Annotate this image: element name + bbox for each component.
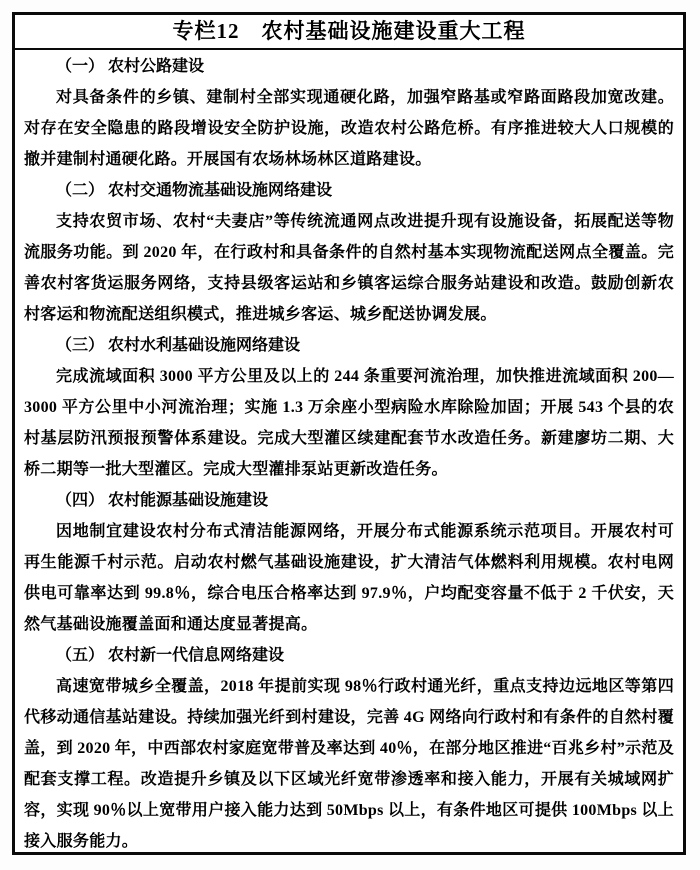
section-body: 完成流域面积 3000 平方公里及以上的 244 条重要河流治理，加快推进流域面积 200—3000 平方公里中小河流治理；实施 1.3 万余座小型病险水库除险加固；开展 543 个县的农村基层防汛预报预警体系建设。完成大型灌区续建配套节水改造任务。新建廖坊二期、大桥二期等一批大型灌区。完成大型灌排泵站更新改造任务。 bbox=[24, 368, 674, 478]
section-water-conservancy bbox=[24, 330, 674, 485]
section-body: 支持农贸市场、农村“夫妻店”等传统流通网点改进提升现有设施设备，拓展配送等物流服务功能。到 2020 年，在行政村和具备条件的自然村基本实现物流配送网点全覆盖。完善农村客货运服务网络，支持县级客运站和乡镇客运综合服务站建设和改造。鼓励创新农村客运和物流配送组织模式，推进城乡客运、城乡配送协调发展。 bbox=[24, 213, 674, 323]
column-box bbox=[12, 12, 686, 855]
section-energy bbox=[24, 485, 674, 640]
section-information-network bbox=[24, 640, 674, 855]
section-heading: （二） 农村交通物流基础设施网络建设 bbox=[56, 182, 333, 199]
section-heading: （五） 农村新一代信息网络建设 bbox=[56, 647, 285, 664]
column-title: 专栏12 农村基础设施建设重大工程 bbox=[15, 15, 683, 50]
section-body: 因地制宜建设农村分布式清洁能源网络，开展分布式能源系统示范项目。开展农村可再生能源千村示范。启动农村燃气基础设施建设，扩大清洁气体燃料利用规模。农村电网供电可靠率达到 99.8％，综合电压合格率达到 97.9％，户均配变容量不低于 2 千伏安，天然气基础设施覆盖面和通达度显著提高。 bbox=[24, 523, 674, 633]
section-heading: （一） 农村公路建设 bbox=[56, 58, 205, 75]
section-body: 对具备条件的乡镇、建制村全部实现通硬化路，加强窄路基或窄路面路段加宽改建。对存在安全隐患的路段增设安全防护设施，改造农村公路危桥。有序推进较大人口规模的撤并建制村通硬化路。开展国有农场林场林区道路建设。 bbox=[24, 89, 674, 168]
section-body: 高速宽带城乡全覆盖，2018 年提前实现 98％行政村通光纤，重点支持边远地区等第四代移动通信基站建设。持续加强光纤到村建设，完善 4G 网络向行政村和有条件的自然村覆盖，到 2020 年，中西部农村家庭宽带普及率达到 40％，在部分地区推进“百兆乡村”示范及配套支撑工程。改造提升乡镇及以下区域光纤宽带渗透率和接入能力，开展有关城域网扩容，实现 90％以上宽带用户接入能力达到 50Mbps 以上，有条件地区可提供 100Mbps 以上接入服务能力。 bbox=[24, 678, 674, 850]
column-body bbox=[15, 50, 683, 855]
section-heading: （四） 农村能源基础设施建设 bbox=[56, 492, 269, 509]
section-transport-logistics bbox=[24, 175, 674, 330]
section-rural-roads bbox=[24, 51, 674, 175]
section-heading: （三） 农村水利基础设施网络建设 bbox=[56, 337, 301, 354]
